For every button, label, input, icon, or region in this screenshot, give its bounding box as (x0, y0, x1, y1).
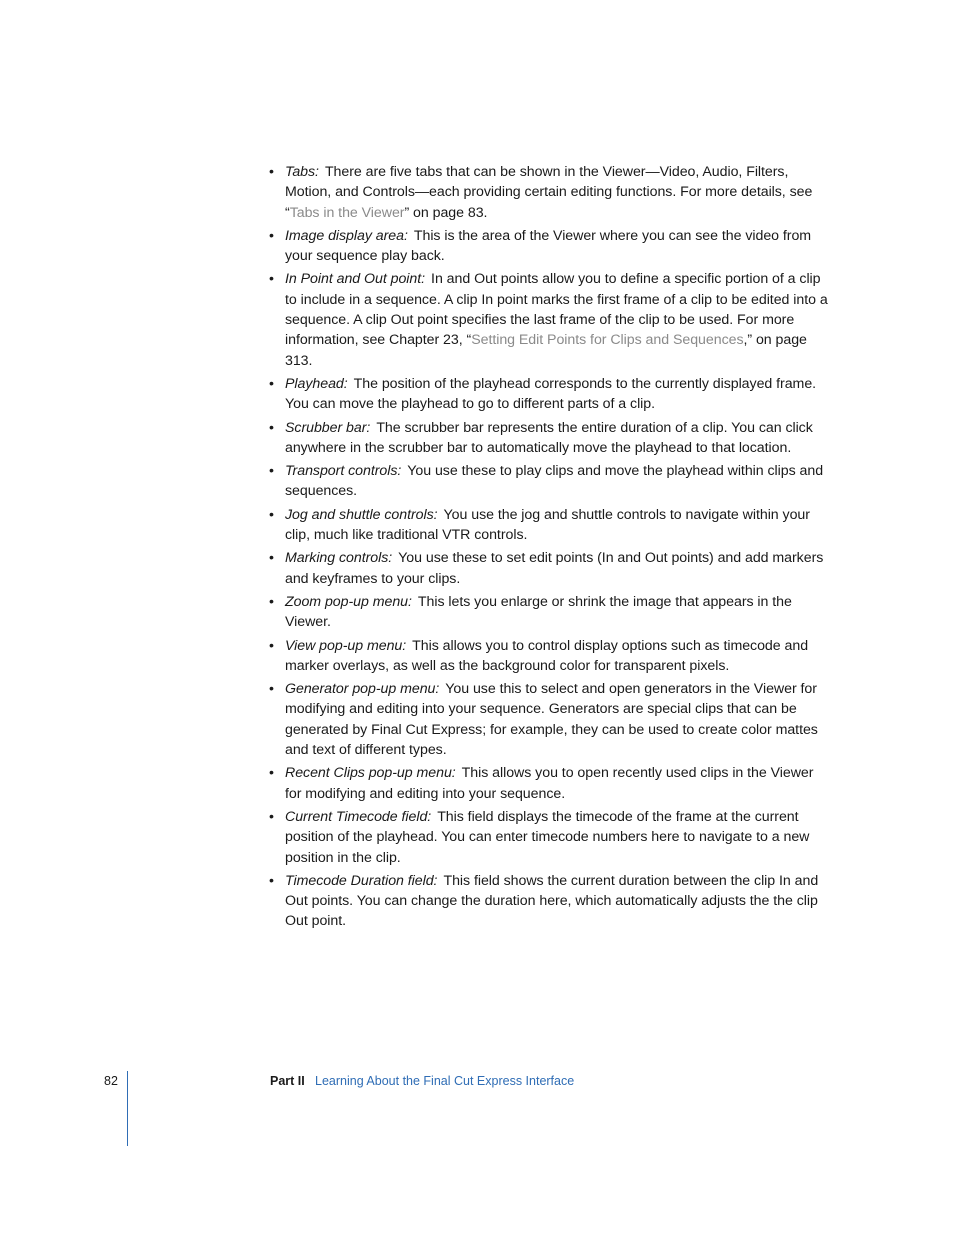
item-text: The position of the playhead corresponds to the currently displayed frame. You can move the playhead to go to different parts of a clip. (285, 375, 817, 413)
bullet-list (268, 162, 830, 935)
bullet-icon: • (269, 765, 274, 782)
item-text-tail: ,” on page 313. (285, 332, 807, 369)
item-term: Transport controls: (285, 463, 402, 480)
bullet-icon: • (269, 271, 274, 288)
item-term: Zoom pop-up menu: (285, 593, 412, 610)
item-term: View pop-up menu: (285, 637, 407, 654)
item-text: You use the jog and shuttle controls to navigate within your clip, much like traditional VTR controls. (285, 506, 810, 544)
item-text: This allows you to open recently used clips in the Viewer for modifying and editing into your sequence. (285, 765, 814, 802)
item-term: In Point and Out point: (285, 271, 426, 288)
list-item (268, 226, 830, 267)
cross-reference-link[interactable]: Tabs in the Viewer (289, 204, 405, 221)
item-term: Tabs: (285, 164, 319, 180)
item-text: The scrubber bar represents the entire duration of a clip. You can click anywhere in the scrubber bar to automatically move the playhead to that location. (285, 419, 813, 456)
item-term: Timecode Duration field: (285, 872, 438, 889)
list-item (268, 548, 830, 589)
item-text: You use this to select and open generators in the Viewer for modifying and editing into your sequence. Generators are special clips that can be generated by Final Cut Express; for example, they can be used to create color mattes and text of different types. (285, 681, 818, 759)
item-text: In and Out points allow you to define a specific portion of a clip to include in a sequence. A clip In point marks the first frame of a clip to be edited into a sequence. A clip Out point specifies the last frame of the clip to be used. For more information, see Chapter 23, “ (285, 271, 828, 349)
bullet-icon: • (269, 681, 274, 698)
item-text: You use these to set edit points (In and Out points) and add markers and keyframes to your clips. (285, 550, 824, 587)
page-number: 82 (104, 1074, 118, 1088)
item-text: There are five tabs that can be shown in the Viewer—Video, Audio, Filters, Motion, and Controls—each providing certain editing functions. For more details, see “ (285, 164, 813, 221)
item-term: Current Timecode field: (285, 808, 432, 825)
item-term: Image display area: (285, 227, 408, 244)
list-item (268, 592, 830, 633)
item-text: This is the area of the Viewer where you can see the video from your sequence play back. (285, 227, 812, 265)
bullet-icon: • (269, 419, 274, 436)
item-text-tail: ” on page 83. (404, 204, 488, 221)
list-item (268, 763, 830, 804)
list-item (268, 461, 830, 502)
bullet-icon: • (269, 164, 274, 180)
item-text: This allows you to control display options such as timecode and marker overlays, as well as the background color for transparent pixels. (285, 637, 809, 674)
bullet-icon: • (269, 463, 274, 480)
bullet-icon: • (269, 637, 274, 654)
list-item (268, 162, 830, 223)
list-item (268, 871, 830, 932)
item-term: Playhead: (285, 375, 348, 392)
item-term: Scrubber bar: (285, 419, 371, 436)
list-item (268, 505, 830, 546)
bullet-icon: • (269, 808, 274, 825)
bullet-icon: • (269, 506, 274, 523)
cross-reference-link[interactable]: Setting Edit Points for Clips and Sequences (471, 332, 744, 349)
bullet-icon: • (269, 227, 274, 244)
list-item (268, 269, 830, 370)
list-item (268, 636, 830, 677)
item-text: You use these to play clips and move the playhead within clips and sequences. (285, 463, 824, 500)
item-term: Generator pop-up menu: (285, 681, 440, 698)
item-term: Marking controls: (285, 550, 393, 567)
bullet-icon: • (269, 872, 274, 889)
list-item (268, 807, 830, 868)
bullet-icon: • (269, 375, 274, 392)
bullet-icon: • (269, 593, 274, 610)
item-text: This field displays the timecode of the frame at the current position of the playhead. You can enter timecode numbers here to navigate to a new position in the clip. (285, 808, 810, 866)
bullet-icon: • (269, 550, 274, 567)
item-term: Jog and shuttle controls: (285, 506, 438, 523)
list-item (268, 374, 830, 415)
item-term: Recent Clips pop-up menu: (285, 765, 456, 782)
part-label: Part II (270, 1074, 305, 1088)
footer-divider (127, 1071, 128, 1146)
part-title: Learning About the Final Cut Express Interface (315, 1074, 575, 1088)
list-item (268, 679, 830, 760)
list-item (268, 418, 830, 459)
item-text: This field shows the current duration between the clip In and Out points. You can change the duration here, which automatically adjusts the the clip Out point. (285, 872, 819, 930)
item-text: This lets you enlarge or shrink the image that appears in the Viewer. (285, 593, 792, 631)
